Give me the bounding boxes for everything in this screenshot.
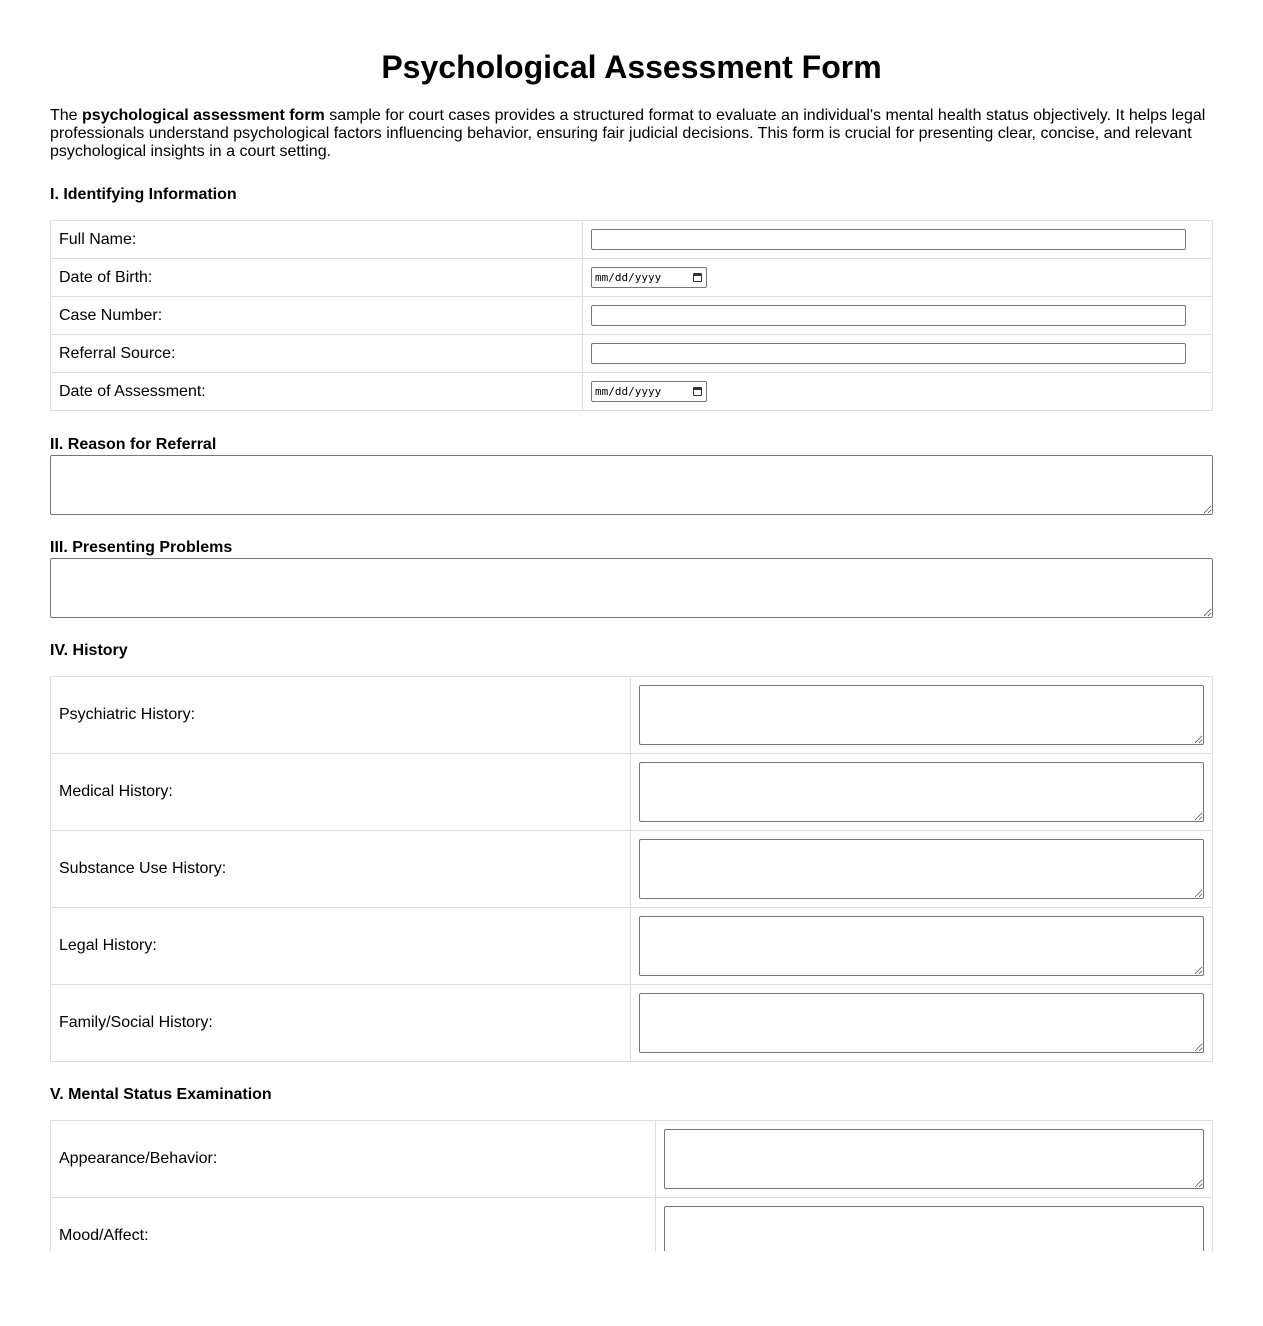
table-row xyxy=(51,985,1213,1062)
identifying-table xyxy=(50,220,1213,411)
field-label: Case Number: xyxy=(51,297,583,335)
reason-for-referral-textarea[interactable] xyxy=(50,455,1213,515)
table-row xyxy=(51,831,1213,908)
intro-suffix: sample for court cases provides a structured format to evaluate an individual's mental health status objectively. It helps legal professionals understand psychological factors influencing behavior, ensuring fair judicial decisions. This form is crucial for presenting clear, concise, and relevant psychological insights in a court setting. xyxy=(50,107,1206,160)
medical-history-textarea[interactable] xyxy=(639,762,1204,822)
table-row xyxy=(51,1198,1213,1252)
table-row xyxy=(51,221,1213,259)
calendar-icon[interactable] xyxy=(693,387,702,396)
presenting-problems-textarea[interactable] xyxy=(50,558,1213,618)
field-label: Legal History: xyxy=(51,908,631,985)
table-row xyxy=(51,754,1213,831)
field-label: Family/Social History: xyxy=(51,985,631,1062)
intro-paragraph xyxy=(50,107,1213,161)
history-table xyxy=(50,676,1213,1062)
field-label: Medical History: xyxy=(51,754,631,831)
legal-history-textarea[interactable] xyxy=(639,916,1204,976)
field-label: Appearance/Behavior: xyxy=(51,1121,656,1198)
field-label: Referral Source: xyxy=(51,335,583,373)
intro-prefix: The xyxy=(50,107,83,124)
page-title: Psychological Assessment Form xyxy=(381,49,882,85)
field-label: Date of Birth: xyxy=(51,259,583,297)
section-title-problems: III. Presenting Problems xyxy=(50,539,233,556)
field-label: Psychiatric History: xyxy=(51,677,631,754)
substance-use-history-textarea[interactable] xyxy=(639,839,1204,899)
family-social-history-textarea[interactable] xyxy=(639,993,1204,1053)
date-placeholder: mm/dd/yyyy xyxy=(595,271,662,284)
section-title-identifying: I. Identifying Information xyxy=(50,186,237,203)
appearance-behavior-textarea[interactable] xyxy=(664,1129,1204,1189)
calendar-icon[interactable] xyxy=(693,273,702,282)
date-placeholder: mm/dd/yyyy xyxy=(595,385,662,398)
field-label: Mood/Affect: xyxy=(51,1198,656,1252)
case-number-input[interactable] xyxy=(591,305,1186,326)
field-label: Date of Assessment: xyxy=(51,373,583,411)
field-label: Substance Use History: xyxy=(51,831,631,908)
form-page xyxy=(50,0,1213,1251)
table-row xyxy=(51,908,1213,985)
date-of-birth-input[interactable] xyxy=(591,267,707,288)
section-title-referral: II. Reason for Referral xyxy=(50,436,217,453)
table-row xyxy=(51,373,1213,411)
date-of-assessment-input[interactable] xyxy=(591,381,707,402)
section-title-mental-status: V. Mental Status Examination xyxy=(50,1086,272,1103)
table-row xyxy=(51,259,1213,297)
section-title-history: IV. History xyxy=(50,642,128,659)
table-row xyxy=(51,335,1213,373)
table-row xyxy=(51,1121,1213,1198)
field-label: Full Name: xyxy=(51,221,583,259)
psychiatric-history-textarea[interactable] xyxy=(639,685,1204,745)
intro-bold-term: psychological assessment form xyxy=(82,107,325,124)
table-row xyxy=(51,677,1213,754)
full-name-input[interactable] xyxy=(591,229,1186,250)
table-row xyxy=(51,297,1213,335)
mood-affect-textarea[interactable] xyxy=(664,1206,1204,1251)
mental-status-table xyxy=(50,1120,1213,1251)
referral-source-input[interactable] xyxy=(591,343,1186,364)
